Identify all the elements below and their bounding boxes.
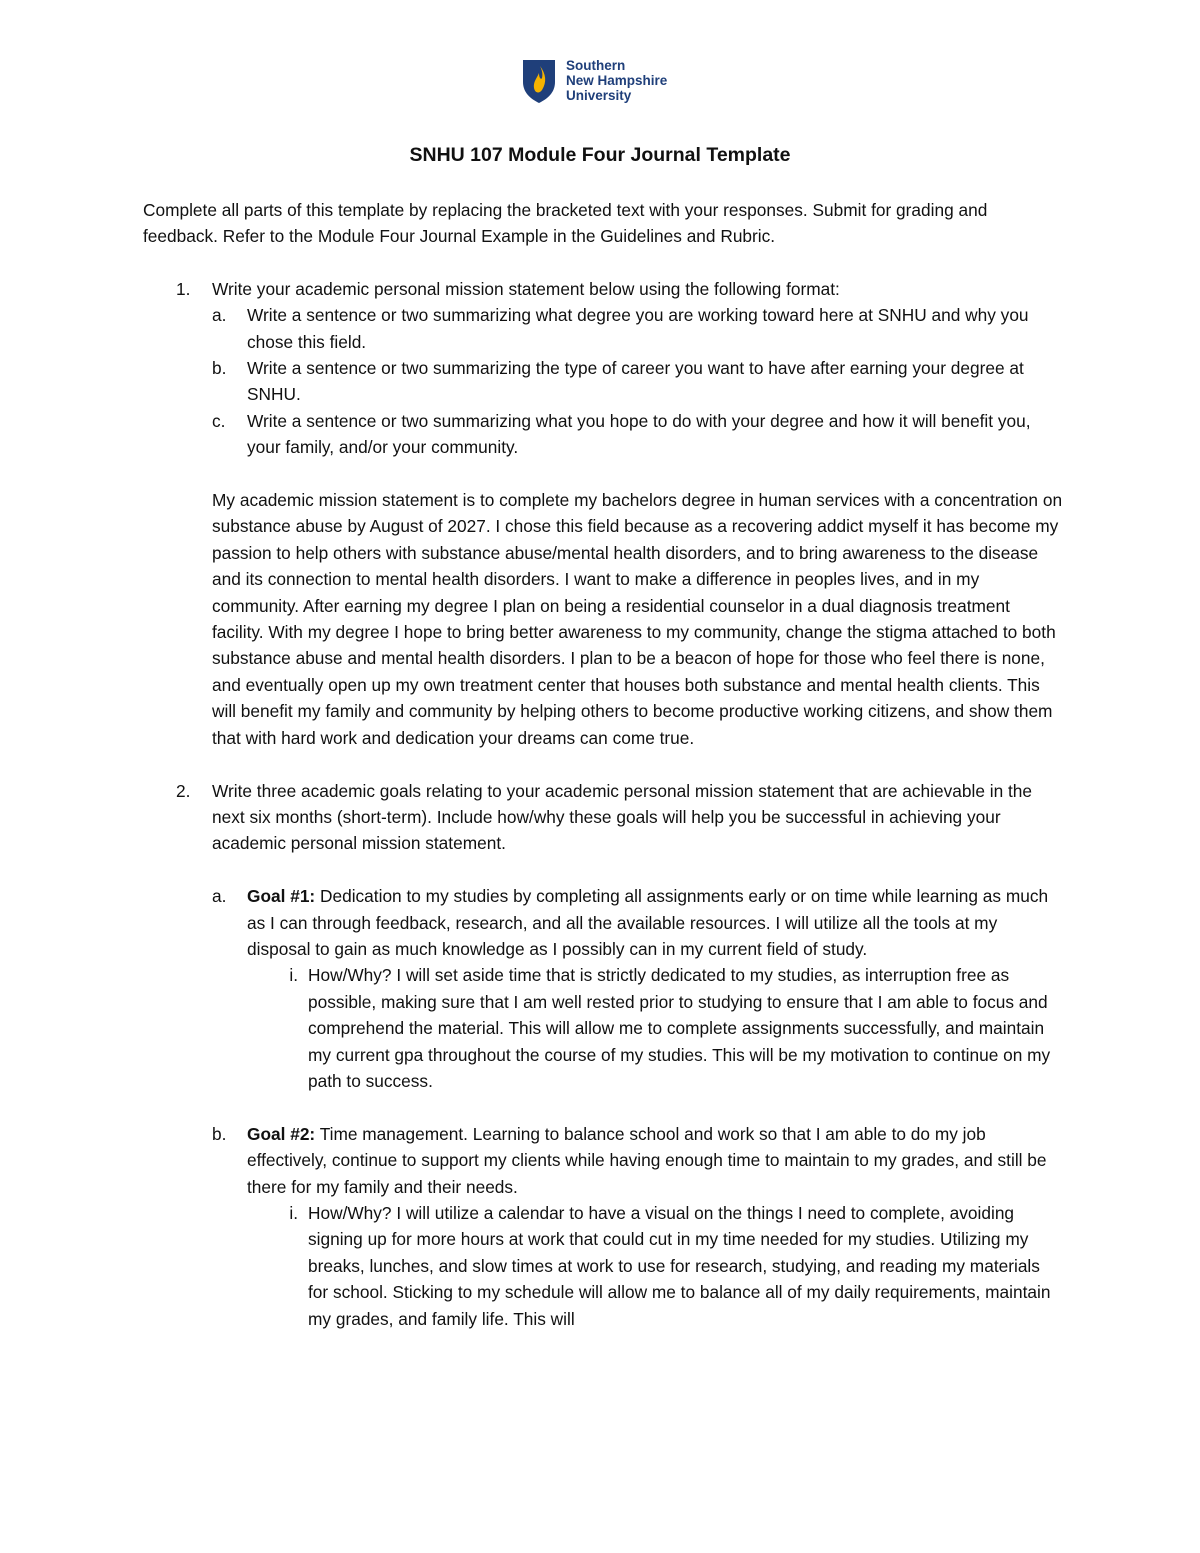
goal-text [247, 883, 1063, 962]
logo-line-2: New Hampshire [566, 73, 668, 88]
list-letter: b. [212, 358, 227, 379]
mission-statement-answer: My academic mission statement is to complete my bachelors degree in human services with a concentration on substance abuse by August of 2027. I chose this field because as a recovering addict myself it has become my passion to help others with substance abuse/mental health disorders, and to bring awareness to the disease and its connection to mental health disorders. I want to make a difference in peoples lives, and in my community. After earning my degree I plan on being a residential counselor in a dual diagnosis treatment facility. With my degree I hope to bring better awareness to my community, change the stigma attached to both substance abuse and mental health disorders. I plan to be a beacon of hope for those who feel there is none, and eventually open up my own treatment center that houses both substance and mental health clients. This will benefit my family and community by helping others to become productive working citizens, and show them that with hard work and dedication your dreams can come true. [212, 490, 1063, 748]
list-item [212, 408, 1063, 461]
question-1 [143, 276, 1063, 302]
goal-how-why [283, 962, 1063, 1094]
list-item-text: Write a sentence or two summarizing the type of career you want to have after earning your degree at SNHU. [247, 358, 1024, 405]
list-letter: a. [212, 886, 227, 907]
goal-label: Goal #1: [247, 886, 316, 907]
list-letter: a. [212, 305, 227, 326]
logo-line-1: Southern [566, 58, 626, 73]
document-body [143, 197, 1063, 1332]
goal-item [212, 1121, 1063, 1200]
list-letter: b. [212, 1123, 227, 1144]
how-why-text: How/Why? I will set aside time that is strictly dedicated to my studies, as interruption free as possible, making sure that I am well rested prior to studying to ensure that I am able to focus and comprehend the material. This will allow me to complete assignments successfully, and maintain my current gpa throughout the course of my studies. This will be my motivation to continue on my path to success. [308, 965, 1051, 1091]
how-why-text: How/Why? I will utilize a calendar to have a visual on the things I need to complete, avoiding signing up for more hours at work that could cut in my time needed for my studies. Utilizing my breaks, lunches, and slow times at work to use for research, studying, and reading my materials for school. Sticking to my schedule will allow me to balance all of my daily requirements, maintain my grades, and family life. This will [308, 1202, 1051, 1329]
list-number: 1. [176, 278, 191, 299]
question-2-text: Write three academic goals relating to your academic personal mission statement that are achievable in the next six months (short-term). Include how/why these goals will help you be successful in achieving your academic personal mission statement. [212, 780, 1033, 854]
question-2 [143, 778, 1063, 857]
goal-description: Time management. Learning to balance school and work so that I am able to do my job effectively, continue to support my clients while having enough time to maintain to my grades, and still be there for my family and their needs. [247, 1123, 1047, 1197]
list-letter: c. [212, 410, 226, 431]
goal-how-why [283, 1200, 1063, 1332]
goal-text [247, 1121, 1063, 1200]
logo-text [566, 58, 667, 103]
question-1-text: Write your academic personal mission statement below using the following format: [212, 278, 840, 299]
shield-flame-icon [522, 58, 556, 104]
list-roman: i. [289, 965, 298, 986]
goal-item [212, 883, 1063, 962]
list-number: 2. [176, 780, 191, 801]
intro-paragraph: Complete all parts of this template by replacing the bracketed text with your responses. Submit for grading and feedback. Refer to the Module Four Journal Example in the Guidelines and Rubric. [143, 200, 988, 247]
logo-line-3: University [566, 88, 632, 103]
page-title: SNHU 107 Module Four Journal Template [409, 144, 791, 166]
list-item-text: Write a sentence or two summarizing what you hope to do with your degree and how it will benefit you, your family, and/or your community. [247, 410, 1031, 458]
goal-label: Goal #2: [247, 1123, 316, 1144]
list-item [212, 302, 1063, 355]
list-item [212, 355, 1063, 408]
list-roman: i. [289, 1202, 298, 1223]
goal-description: Dedication to my studies by completing all assignments early or on time while learning as much as I can through feedback, research, and all the available resources. I will utilize all the tools at my disposal to gain as much knowledge as I possibly can in my current field of study. [247, 886, 1049, 959]
list-item-text: Write a sentence or two summarizing what degree you are working toward here at SNHU and why you chose this field. [247, 305, 1029, 352]
university-logo [522, 58, 667, 108]
